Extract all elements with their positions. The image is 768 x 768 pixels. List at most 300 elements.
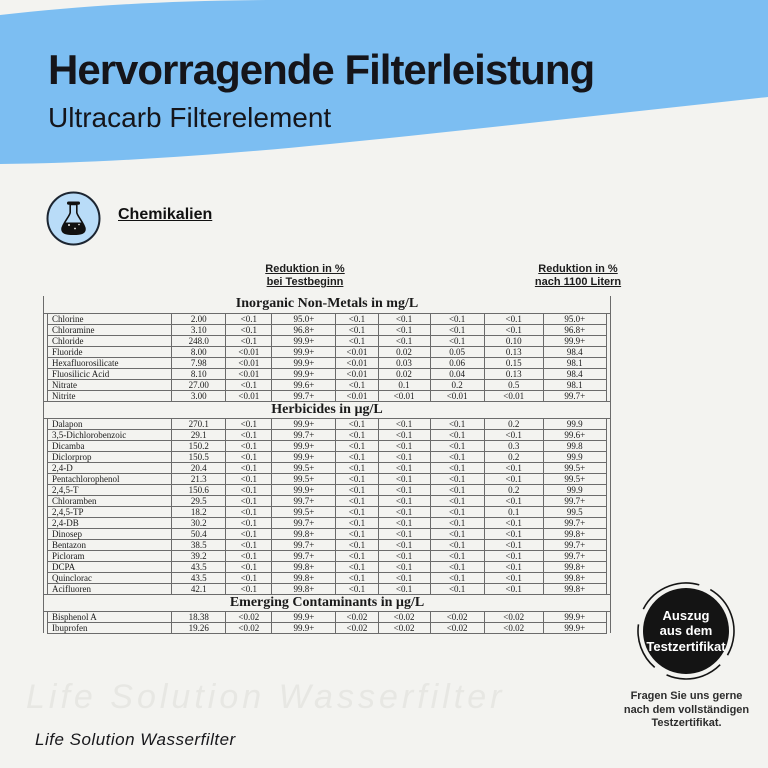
value-cell: <0.02 — [484, 611, 543, 622]
value-cell: 99.8+ — [543, 528, 606, 539]
substance-name: Chloramben — [48, 495, 172, 506]
table-row — [44, 418, 611, 429]
value-cell: <0.02 — [226, 622, 272, 633]
value-cell: <0.1 — [430, 506, 484, 517]
value-cell: <0.1 — [226, 429, 272, 440]
value-cell: <0.1 — [484, 429, 543, 440]
value-cell: 0.2 — [430, 379, 484, 390]
value-cell: 99.7+ — [272, 517, 336, 528]
value-cell: 99.9+ — [272, 418, 336, 429]
substance-name: Chlorine — [48, 313, 172, 324]
value-cell: <0.1 — [430, 451, 484, 462]
value-cell: 99.5+ — [543, 462, 606, 473]
value-cell: <0.1 — [378, 539, 430, 550]
table-section-row — [44, 401, 611, 418]
value-cell: <0.1 — [336, 324, 378, 335]
certificate-note — [599, 690, 768, 731]
table-row — [44, 583, 611, 594]
value-cell: <0.1 — [226, 324, 272, 335]
value-cell: <0.01 — [336, 390, 378, 401]
table-edge-spacer — [606, 368, 610, 379]
value-cell: <0.1 — [484, 561, 543, 572]
table-row — [44, 390, 611, 401]
value-cell: 0.13 — [484, 368, 543, 379]
table-edge-spacer — [606, 462, 610, 473]
value-cell: 99.9 — [543, 418, 606, 429]
value-cell: <0.1 — [336, 440, 378, 451]
value-cell: 99.5+ — [543, 473, 606, 484]
brand-watermark: Life Solution Wasserfilter — [26, 678, 506, 716]
value-cell: <0.02 — [430, 622, 484, 633]
value-cell: <0.1 — [226, 440, 272, 451]
value-cell: <0.01 — [226, 390, 272, 401]
value-cell: <0.02 — [430, 611, 484, 622]
value-cell: 18.38 — [172, 611, 226, 622]
table-edge-spacer — [606, 622, 610, 633]
value-cell: <0.1 — [378, 561, 430, 572]
value-cell: 99.5+ — [272, 462, 336, 473]
value-cell: 99.8+ — [272, 572, 336, 583]
table-edge-spacer — [606, 418, 610, 429]
value-cell: <0.01 — [226, 346, 272, 357]
value-cell: 0.2 — [484, 484, 543, 495]
note-line: Testzertifikat. — [651, 717, 722, 729]
value-cell: <0.1 — [226, 484, 272, 495]
table-section-row — [44, 296, 611, 313]
value-cell: <0.1 — [430, 561, 484, 572]
substance-name: Bentazon — [48, 539, 172, 550]
value-cell: 0.1 — [378, 379, 430, 390]
substance-name: Chloramine — [48, 324, 172, 335]
value-cell: 8.10 — [172, 368, 226, 379]
substance-name: Fluoride — [48, 346, 172, 357]
value-cell: <0.1 — [336, 473, 378, 484]
table-row — [44, 357, 611, 368]
value-cell: <0.1 — [336, 517, 378, 528]
value-cell: 99.7+ — [272, 390, 336, 401]
value-cell: <0.1 — [378, 429, 430, 440]
table-edge-spacer — [606, 583, 610, 594]
value-cell: <0.02 — [336, 622, 378, 633]
section-label: Chemikalien — [118, 206, 213, 223]
value-cell: 99.8+ — [543, 572, 606, 583]
value-cell: 0.13 — [484, 346, 543, 357]
value-cell: <0.1 — [378, 583, 430, 594]
value-cell: 96.8+ — [272, 324, 336, 335]
table-row — [44, 528, 611, 539]
value-cell: 99.7+ — [272, 429, 336, 440]
table-row — [44, 451, 611, 462]
value-cell: <0.1 — [484, 528, 543, 539]
value-cell: <0.1 — [336, 451, 378, 462]
value-cell: <0.1 — [430, 539, 484, 550]
value-cell: 43.5 — [172, 561, 226, 572]
value-cell: 0.5 — [484, 379, 543, 390]
value-cell: <0.1 — [484, 583, 543, 594]
value-cell: <0.1 — [378, 335, 430, 346]
value-cell: 0.15 — [484, 357, 543, 368]
table-edge-spacer — [606, 539, 610, 550]
value-cell: <0.1 — [430, 572, 484, 583]
value-cell: <0.1 — [430, 550, 484, 561]
value-cell: <0.1 — [378, 313, 430, 324]
table-row — [44, 495, 611, 506]
value-cell: 42.1 — [172, 583, 226, 594]
table-edge-spacer — [606, 506, 610, 517]
value-cell: 99.6+ — [272, 379, 336, 390]
value-cell: <0.1 — [336, 539, 378, 550]
value-cell: 3.00 — [172, 390, 226, 401]
value-cell: <0.1 — [378, 517, 430, 528]
value-cell: <0.1 — [336, 528, 378, 539]
value-cell: <0.01 — [484, 390, 543, 401]
chemicals-table — [43, 296, 611, 634]
value-cell: 39.2 — [172, 550, 226, 561]
substance-name: Diclorprop — [48, 451, 172, 462]
table-row — [44, 324, 611, 335]
substance-name: Hexafluorosilicate — [48, 357, 172, 368]
value-cell: 29.1 — [172, 429, 226, 440]
table-row — [44, 313, 611, 324]
value-cell: <0.1 — [226, 572, 272, 583]
value-cell: <0.1 — [378, 506, 430, 517]
value-cell: <0.1 — [336, 418, 378, 429]
value-cell: 99.5 — [543, 506, 606, 517]
value-cell: 99.8 — [543, 440, 606, 451]
value-cell: 99.8+ — [272, 561, 336, 572]
substance-name: Acifluoren — [48, 583, 172, 594]
value-cell: <0.1 — [484, 539, 543, 550]
table-edge-spacer — [606, 346, 610, 357]
value-cell: 99.7+ — [272, 495, 336, 506]
value-cell: <0.1 — [484, 313, 543, 324]
substance-name: Dinosep — [48, 528, 172, 539]
value-cell: 8.00 — [172, 346, 226, 357]
table-edge-spacer — [606, 550, 610, 561]
value-cell: 20.4 — [172, 462, 226, 473]
table-row — [44, 484, 611, 495]
column-header-line: Reduktion in % — [265, 263, 345, 275]
value-cell: <0.1 — [336, 495, 378, 506]
column-header-test-begin — [240, 263, 370, 289]
table-section-title: Inorganic Non-Metals in mg/L — [44, 296, 611, 313]
value-cell: <0.1 — [430, 484, 484, 495]
value-cell: 0.3 — [484, 440, 543, 451]
value-cell: <0.1 — [484, 495, 543, 506]
value-cell: <0.1 — [484, 550, 543, 561]
value-cell: 19.26 — [172, 622, 226, 633]
value-cell: <0.1 — [430, 324, 484, 335]
value-cell: <0.1 — [226, 462, 272, 473]
value-cell: <0.01 — [336, 368, 378, 379]
value-cell: <0.1 — [226, 517, 272, 528]
table-edge-spacer — [606, 335, 610, 346]
value-cell: 99.7+ — [543, 390, 606, 401]
value-cell: 99.9 — [543, 451, 606, 462]
value-cell: 99.8+ — [272, 528, 336, 539]
value-cell: 99.9+ — [543, 622, 606, 633]
substance-name: Picloram — [48, 550, 172, 561]
value-cell: 270.1 — [172, 418, 226, 429]
table-row — [44, 539, 611, 550]
value-cell: 95.0+ — [543, 313, 606, 324]
value-cell: <0.1 — [430, 495, 484, 506]
value-cell: <0.1 — [226, 550, 272, 561]
value-cell: 98.4 — [543, 368, 606, 379]
value-cell: 29.5 — [172, 495, 226, 506]
value-cell: 43.5 — [172, 572, 226, 583]
value-cell: <0.01 — [378, 390, 430, 401]
value-cell: 99.5+ — [272, 473, 336, 484]
value-cell: <0.1 — [378, 451, 430, 462]
substance-name: Quinclorac — [48, 572, 172, 583]
table-row — [44, 462, 611, 473]
value-cell: 99.9+ — [272, 368, 336, 379]
table-edge-spacer — [606, 561, 610, 572]
table-row — [44, 379, 611, 390]
value-cell: 99.6+ — [543, 429, 606, 440]
value-cell: <0.1 — [226, 583, 272, 594]
value-cell: <0.1 — [378, 528, 430, 539]
value-cell: 99.9+ — [543, 335, 606, 346]
value-cell: <0.02 — [226, 611, 272, 622]
value-cell: <0.1 — [226, 335, 272, 346]
table-row — [44, 429, 611, 440]
value-cell: <0.1 — [226, 495, 272, 506]
badge-circle — [643, 588, 729, 674]
value-cell: 30.2 — [172, 517, 226, 528]
value-cell: <0.1 — [336, 561, 378, 572]
value-cell: 0.06 — [430, 357, 484, 368]
column-header-after-1100-liters — [513, 263, 643, 289]
value-cell: <0.1 — [378, 550, 430, 561]
value-cell: <0.1 — [226, 313, 272, 324]
value-cell: 98.4 — [543, 346, 606, 357]
value-cell: <0.01 — [336, 357, 378, 368]
note-line: Fragen Sie uns gerne — [630, 690, 743, 702]
value-cell: <0.1 — [336, 572, 378, 583]
value-cell: <0.1 — [226, 451, 272, 462]
value-cell: <0.01 — [430, 390, 484, 401]
table-edge-spacer — [606, 379, 610, 390]
value-cell: <0.1 — [430, 429, 484, 440]
value-cell: <0.02 — [484, 622, 543, 633]
value-cell: <0.1 — [226, 539, 272, 550]
certificate-badge — [636, 581, 736, 681]
value-cell: 95.0+ — [272, 313, 336, 324]
value-cell: <0.1 — [430, 473, 484, 484]
table-edge-spacer — [606, 611, 610, 622]
flask-icon — [46, 191, 101, 246]
page-subtitle: Ultracarb Filterelement — [48, 102, 332, 133]
table-edge-spacer — [606, 440, 610, 451]
value-cell: 0.2 — [484, 451, 543, 462]
substance-name: Chloride — [48, 335, 172, 346]
table-row — [44, 572, 611, 583]
value-cell: 99.9+ — [272, 440, 336, 451]
value-cell: 18.2 — [172, 506, 226, 517]
value-cell: <0.1 — [336, 506, 378, 517]
badge-text-line: Testzertifikat — [646, 638, 726, 654]
value-cell: <0.1 — [378, 572, 430, 583]
value-cell: <0.1 — [336, 379, 378, 390]
table-edge-spacer — [606, 517, 610, 528]
substance-name: Nitrite — [48, 390, 172, 401]
value-cell: 248.0 — [172, 335, 226, 346]
value-cell: <0.1 — [484, 517, 543, 528]
value-cell: 0.02 — [378, 346, 430, 357]
value-cell: <0.1 — [430, 335, 484, 346]
value-cell: 99.5+ — [272, 506, 336, 517]
column-header-line: bei Testbeginn — [266, 276, 344, 288]
substance-name: Bisphenol A — [48, 611, 172, 622]
value-cell: <0.1 — [378, 418, 430, 429]
value-cell: <0.02 — [378, 611, 430, 622]
substance-name: 2,4-DB — [48, 517, 172, 528]
value-cell: 0.1 — [484, 506, 543, 517]
value-cell: 98.1 — [543, 357, 606, 368]
value-cell: 99.9+ — [272, 335, 336, 346]
value-cell: <0.1 — [378, 495, 430, 506]
value-cell: 99.9+ — [272, 346, 336, 357]
value-cell: <0.1 — [336, 335, 378, 346]
value-cell: 98.1 — [543, 379, 606, 390]
table-edge-spacer — [606, 451, 610, 462]
value-cell: 99.8+ — [543, 583, 606, 594]
brand-footer: Life Solution Wasserfilter — [35, 730, 236, 749]
value-cell: <0.1 — [378, 324, 430, 335]
substance-name: Ibuprofen — [48, 622, 172, 633]
value-cell: 99.8+ — [272, 583, 336, 594]
value-cell: <0.1 — [378, 462, 430, 473]
value-cell: <0.1 — [336, 484, 378, 495]
substance-name: 2,4,5-TP — [48, 506, 172, 517]
table-edge-spacer — [606, 324, 610, 335]
value-cell: <0.1 — [484, 473, 543, 484]
value-cell: <0.1 — [226, 473, 272, 484]
substance-name: Fluosilicic Acid — [48, 368, 172, 379]
value-cell: <0.02 — [378, 622, 430, 633]
value-cell: <0.1 — [378, 484, 430, 495]
badge-text-line: Auszug — [662, 607, 710, 623]
value-cell: 150.5 — [172, 451, 226, 462]
value-cell: <0.1 — [430, 440, 484, 451]
value-cell: <0.1 — [484, 572, 543, 583]
value-cell: 99.7+ — [272, 539, 336, 550]
value-cell: <0.01 — [226, 368, 272, 379]
value-cell: 99.9+ — [272, 622, 336, 633]
value-cell: 0.10 — [484, 335, 543, 346]
column-header-line: Reduktion in % — [538, 263, 618, 275]
value-cell: 99.7+ — [543, 550, 606, 561]
value-cell: 96.8+ — [543, 324, 606, 335]
value-cell: 2.00 — [172, 313, 226, 324]
value-cell: 99.9+ — [272, 357, 336, 368]
value-cell: 99.9+ — [272, 484, 336, 495]
value-cell: 99.7+ — [543, 495, 606, 506]
substance-name: 2,4-D — [48, 462, 172, 473]
table-section-title: Herbicides in µg/L — [44, 401, 611, 418]
value-cell: <0.1 — [336, 462, 378, 473]
substance-name: Nitrate — [48, 379, 172, 390]
value-cell: <0.1 — [430, 313, 484, 324]
value-cell: <0.1 — [336, 550, 378, 561]
table-row — [44, 622, 611, 633]
value-cell: 150.2 — [172, 440, 226, 451]
table-edge-spacer — [606, 572, 610, 583]
table-edge-spacer — [606, 495, 610, 506]
table-row — [44, 473, 611, 484]
substance-name: DCPA — [48, 561, 172, 572]
column-header-line: nach 1100 Litern — [534, 276, 622, 288]
value-cell: 99.7+ — [543, 539, 606, 550]
value-cell: 150.6 — [172, 484, 226, 495]
table-section-title: Emerging Contaminants in µg/L — [44, 594, 611, 611]
value-cell: <0.1 — [336, 583, 378, 594]
value-cell: <0.1 — [226, 561, 272, 572]
value-cell: 21.3 — [172, 473, 226, 484]
table-edge-spacer — [606, 528, 610, 539]
value-cell: 38.5 — [172, 539, 226, 550]
value-cell: <0.1 — [484, 324, 543, 335]
value-cell: 3.10 — [172, 324, 226, 335]
value-cell: <0.02 — [336, 611, 378, 622]
value-cell: 27.00 — [172, 379, 226, 390]
table-edge-spacer — [606, 429, 610, 440]
table-edge-spacer — [606, 473, 610, 484]
value-cell: <0.1 — [430, 517, 484, 528]
value-cell: 99.9+ — [272, 611, 336, 622]
substance-name: 3,5-Dichlorobenzoic — [48, 429, 172, 440]
value-cell: 7.98 — [172, 357, 226, 368]
value-cell: <0.1 — [430, 528, 484, 539]
table-edge-spacer — [606, 357, 610, 368]
substance-name: Pentachlorophenol — [48, 473, 172, 484]
value-cell: <0.1 — [430, 462, 484, 473]
value-cell: <0.1 — [226, 379, 272, 390]
table-row — [44, 368, 611, 379]
substance-name: Dicamba — [48, 440, 172, 451]
value-cell: <0.1 — [378, 440, 430, 451]
table-row — [44, 335, 611, 346]
value-cell: 99.7+ — [543, 517, 606, 528]
page-title: Hervorragende Filterleistung — [48, 46, 595, 93]
badge-text-line: aus dem — [659, 623, 713, 639]
value-cell: 0.02 — [378, 368, 430, 379]
value-cell: <0.1 — [430, 418, 484, 429]
value-cell: <0.01 — [226, 357, 272, 368]
table-edge-spacer — [606, 313, 610, 324]
value-cell: 0.05 — [430, 346, 484, 357]
table-row — [44, 346, 611, 357]
table-row — [44, 561, 611, 572]
table-row — [44, 517, 611, 528]
table-row — [44, 506, 611, 517]
value-cell: <0.1 — [336, 313, 378, 324]
value-cell: 0.04 — [430, 368, 484, 379]
value-cell: <0.1 — [430, 583, 484, 594]
table-edge-spacer — [606, 390, 610, 401]
value-cell: <0.1 — [484, 462, 543, 473]
value-cell: <0.1 — [226, 528, 272, 539]
table-row — [44, 440, 611, 451]
value-cell: 99.9 — [543, 484, 606, 495]
value-cell: 99.9+ — [272, 451, 336, 462]
value-cell: <0.1 — [226, 418, 272, 429]
table-row — [44, 550, 611, 561]
value-cell: <0.1 — [336, 429, 378, 440]
value-cell: 0.2 — [484, 418, 543, 429]
